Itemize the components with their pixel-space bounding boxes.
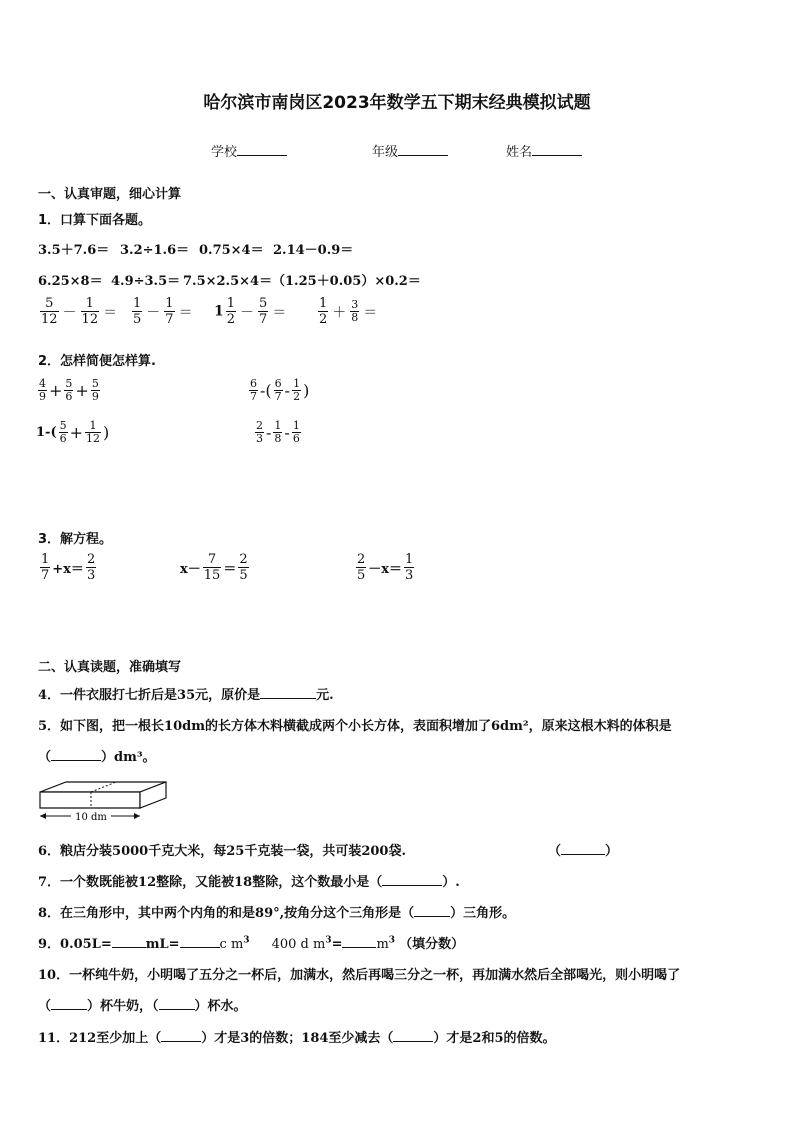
q9-blank-cm3[interactable]: [180, 935, 220, 948]
q7-answer-blank[interactable]: [382, 873, 442, 886]
q1-row1-d: 2.14－0.9＝: [273, 243, 354, 258]
page-title: 哈尔滨市南岗区2023年数学五下期末经典模拟试题: [203, 93, 591, 113]
q4: 4．一件衣服打七折后是35元，原价是 元.: [38, 688, 334, 703]
q7: 7．一个数既能被12整除，又能被18整除，这个数最小是（ ）.: [38, 875, 460, 890]
q5-answer-blank[interactable]: [51, 748, 101, 761]
q10-line1: 10．一杯纯牛奶，小明喝了五分之一杯后，加满水，然后再喝三分之一杯，再加满水然后全部喝光，则小明喝了: [38, 968, 681, 983]
block-front-face: [40, 792, 140, 808]
q6-answer-blank[interactable]: [561, 842, 605, 855]
q8-answer-blank[interactable]: [414, 904, 450, 917]
q2-expr-d: $\frac{2}{3}$ - $\frac{1}{8}$ - $\frac{1}{6}$: [256, 419, 300, 445]
q2-label: 2．怎样简便怎样算.: [38, 354, 156, 369]
q3-equation-b: x－ $\frac{7}{15}$ ＝ $\frac{2}{5}$: [180, 552, 248, 583]
q1-row3-d: $\frac{1}{2}$ ＋ $\frac{3}{8}$ ＝: [319, 296, 378, 327]
section-1-heading: 一、认真审题，细心计算: [38, 187, 182, 202]
q1-row3-a: $\frac{5}{12}$ － $\frac{1}{12}$ ＝: [41, 296, 118, 327]
q2-expr-c: 1-( $\frac{5}{6}$ + $\frac{1}{12}$ ): [36, 419, 110, 445]
q4-answer-blank[interactable]: [260, 686, 316, 699]
q5-line2: （ ）dm³。: [38, 750, 156, 765]
q1-row2-b: 4.9÷3.5＝: [111, 274, 181, 289]
q3-equation-c: $\frac{2}{5}$ －x＝ $\frac{1}{3}$: [357, 552, 414, 583]
q1-row3-b: $\frac{1}{5}$ － $\frac{1}{7}$ ＝: [133, 296, 193, 327]
q5-figure: [36, 778, 170, 824]
q11-blank-sub[interactable]: [393, 1029, 433, 1042]
school-label: 学校: [211, 145, 238, 160]
q1-row1-c: 0.75×4＝: [199, 243, 264, 258]
q5-line1: 5．如下图，把一根长10dm的长方体木料横截成两个小长方体，表面积增加了6dm²，原来这根木料的体积是: [38, 719, 672, 734]
q11: 11．212至少加上（ ）才是3的倍数；184至少减去（ ）才是2和5的倍数。: [38, 1031, 556, 1046]
dimension-label: 10 dm: [75, 812, 107, 823]
section-2-heading: 二、认真读题，准确填写: [38, 660, 182, 675]
q1-row1-b: 3.2÷1.6＝: [120, 243, 190, 258]
q3-label: 3．解方程。: [38, 532, 113, 547]
q9: 9．0.05L= mL= c $m^3$ 400 d $m^3= m^3$ （填分数）: [38, 935, 465, 952]
q10-blank-water[interactable]: [159, 997, 195, 1010]
q10-blank-milk[interactable]: [51, 997, 87, 1010]
dimension-arrow-right: [134, 813, 140, 819]
q11-blank-add[interactable]: [161, 1029, 201, 1042]
q6-answer: （ ）: [548, 844, 619, 859]
q3-equation-a: $\frac{1}{7}$ +x＝ $\frac{2}{3}$: [41, 552, 96, 583]
q2-expr-b: $\frac{6}{7}$ -( $\frac{6}{7}$ - $\frac{1}{2}$ ): [250, 377, 310, 403]
q1-label: 1．口算下面各题。: [38, 213, 152, 228]
q1-row1-a: 3.5＋7.6＝: [38, 243, 110, 258]
q8: 8．在三角形中，其中两个内角的和是89°,按角分这个三角形是（ ）三角形。: [38, 906, 516, 921]
q1-row2-a: 6.25×8＝: [38, 274, 103, 289]
grade-field[interactable]: [372, 141, 448, 160]
q6: 6．粮店分装5000千克大米，每25千克装一袋，共可装200袋.: [38, 844, 406, 859]
q1-row2-c: 7.5×2.5×4＝: [183, 274, 273, 289]
name-field[interactable]: [506, 141, 582, 160]
dimension-arrow-left: [40, 813, 46, 819]
q1-row3-c: 1 $\frac{1}{2}$ － $\frac{5}{7}$ ＝: [214, 296, 287, 327]
q9-blank-ml[interactable]: [112, 935, 146, 948]
grade-label: 年级: [372, 145, 399, 160]
name-label: 姓名: [506, 145, 533, 160]
q9-blank-m3[interactable]: [342, 935, 376, 948]
q2-expr-a: $\frac{4}{9}$ + $\frac{5}{6}$ + $\frac{5}{9}$: [39, 377, 99, 403]
q1-row2-d: （1.25＋0.05）×0.2＝: [272, 274, 421, 289]
school-field[interactable]: [211, 141, 287, 160]
q10-line2: （ ）杯牛奶，（ ）杯水。: [38, 999, 247, 1014]
